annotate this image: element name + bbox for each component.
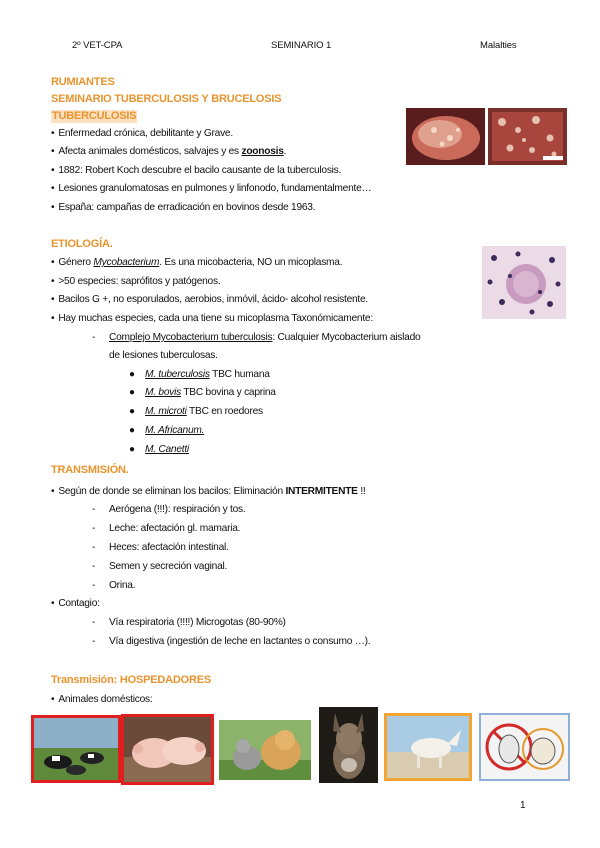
route-item: Leche: afectación gl. mamaria. bbox=[109, 523, 241, 534]
section-tuberculosis: TUBERCULOSIS bbox=[52, 110, 137, 122]
route-item: Heces: afectación intestinal. bbox=[109, 542, 229, 553]
tb-bullet-3: • 1882: Robert Koch descubre el bacilo causante de la tuberculosis. bbox=[51, 164, 341, 177]
species-item: M. Canetti bbox=[145, 444, 189, 455]
section-etiologia: ETIOLOGÍA. bbox=[51, 238, 113, 250]
tb-bullet-1: • Enfermedad crónica, debilitante y Grave. bbox=[51, 127, 233, 140]
tb-bullet-4: • Lesiones granulomatosas en pulmones y linfonodo, fundamentalmente… bbox=[51, 182, 371, 195]
goat-sheep-photo bbox=[479, 713, 570, 781]
route-item: Semen y secreción vaginal. bbox=[109, 561, 228, 572]
complejo-line-cont: de lesiones tuberculosas. bbox=[109, 350, 218, 361]
section-hospedadores: Transmisión: HOSPEDADORES bbox=[51, 674, 212, 686]
route-item: Orina. bbox=[109, 580, 136, 591]
dash-mark: - bbox=[92, 332, 96, 343]
header-right: Malalties bbox=[480, 40, 517, 51]
lung-lesion-photo-1 bbox=[406, 108, 485, 165]
species-item: M. tuberculosis TBC humana bbox=[145, 369, 270, 380]
species-item: M. microti TBC en roedores bbox=[145, 406, 263, 417]
tb-bullet-5: • España: campañas de erradicación en bovinos desde 1963. bbox=[51, 201, 315, 214]
contagio-item: Vía digestiva (ingestión de leche en lactantes o consumo …). bbox=[109, 636, 371, 647]
cows-photo bbox=[31, 715, 121, 783]
horse-photo bbox=[384, 713, 472, 781]
contagio-bullet: • Contagio: bbox=[51, 597, 100, 610]
lung-lesion-photo-2 bbox=[488, 108, 567, 165]
species-item: M. bovis TBC bovina y caprina bbox=[145, 387, 276, 398]
micrograph-photo bbox=[482, 246, 566, 319]
section-rumiantes: RUMIANTES bbox=[51, 76, 115, 88]
header-center: SEMINARIO 1 bbox=[271, 40, 332, 51]
species-item: M. Africanum. bbox=[145, 425, 205, 436]
hosp-bullet-1: • Animales domésticos: bbox=[51, 693, 152, 706]
pigs-photo bbox=[121, 714, 214, 785]
donkey-photo bbox=[319, 707, 378, 783]
route-item: Aerógena (!!!): respiración y tos. bbox=[109, 504, 246, 515]
etio-bullet-2: • >50 especies: saprófitos y patógenos. bbox=[51, 275, 220, 288]
etio-bullet-4: • Hay muchas especies, cada una tiene su micoplasma Taxonómicamente: bbox=[51, 312, 373, 325]
trans-bullet-1: • Según de donde se eliminan los bacilos: Eliminación INTERMITENTE !! bbox=[51, 485, 365, 498]
header-left: 2º VET-CPA bbox=[72, 40, 123, 51]
page-number: 1 bbox=[520, 800, 526, 811]
etio-bullet-3: • Bacilos G +, no esporulados, aerobios, inmóvil, ácido- alcohol resistente. bbox=[51, 293, 368, 306]
complejo-line: Complejo Mycobacterium tuberculosis: Cualquier Mycobacterium aislado bbox=[109, 332, 421, 343]
section-seminario: SEMINARIO TUBERCULOSIS Y BRUCELOSIS bbox=[51, 93, 282, 105]
etio-bullet-1: • Género Mycobacterium. Es una micobacteria, NO un micoplasma. bbox=[51, 256, 342, 269]
tb-bullet-2: • Afecta animales domésticos, salvajes y es zoonosis. bbox=[51, 145, 286, 158]
cat-dog-photo bbox=[219, 720, 311, 780]
section-transmision: TRANSMISIÓN. bbox=[51, 464, 129, 476]
contagio-item: Vía respiratoria (!!!!) Microgotas (80-90%) bbox=[109, 617, 286, 628]
